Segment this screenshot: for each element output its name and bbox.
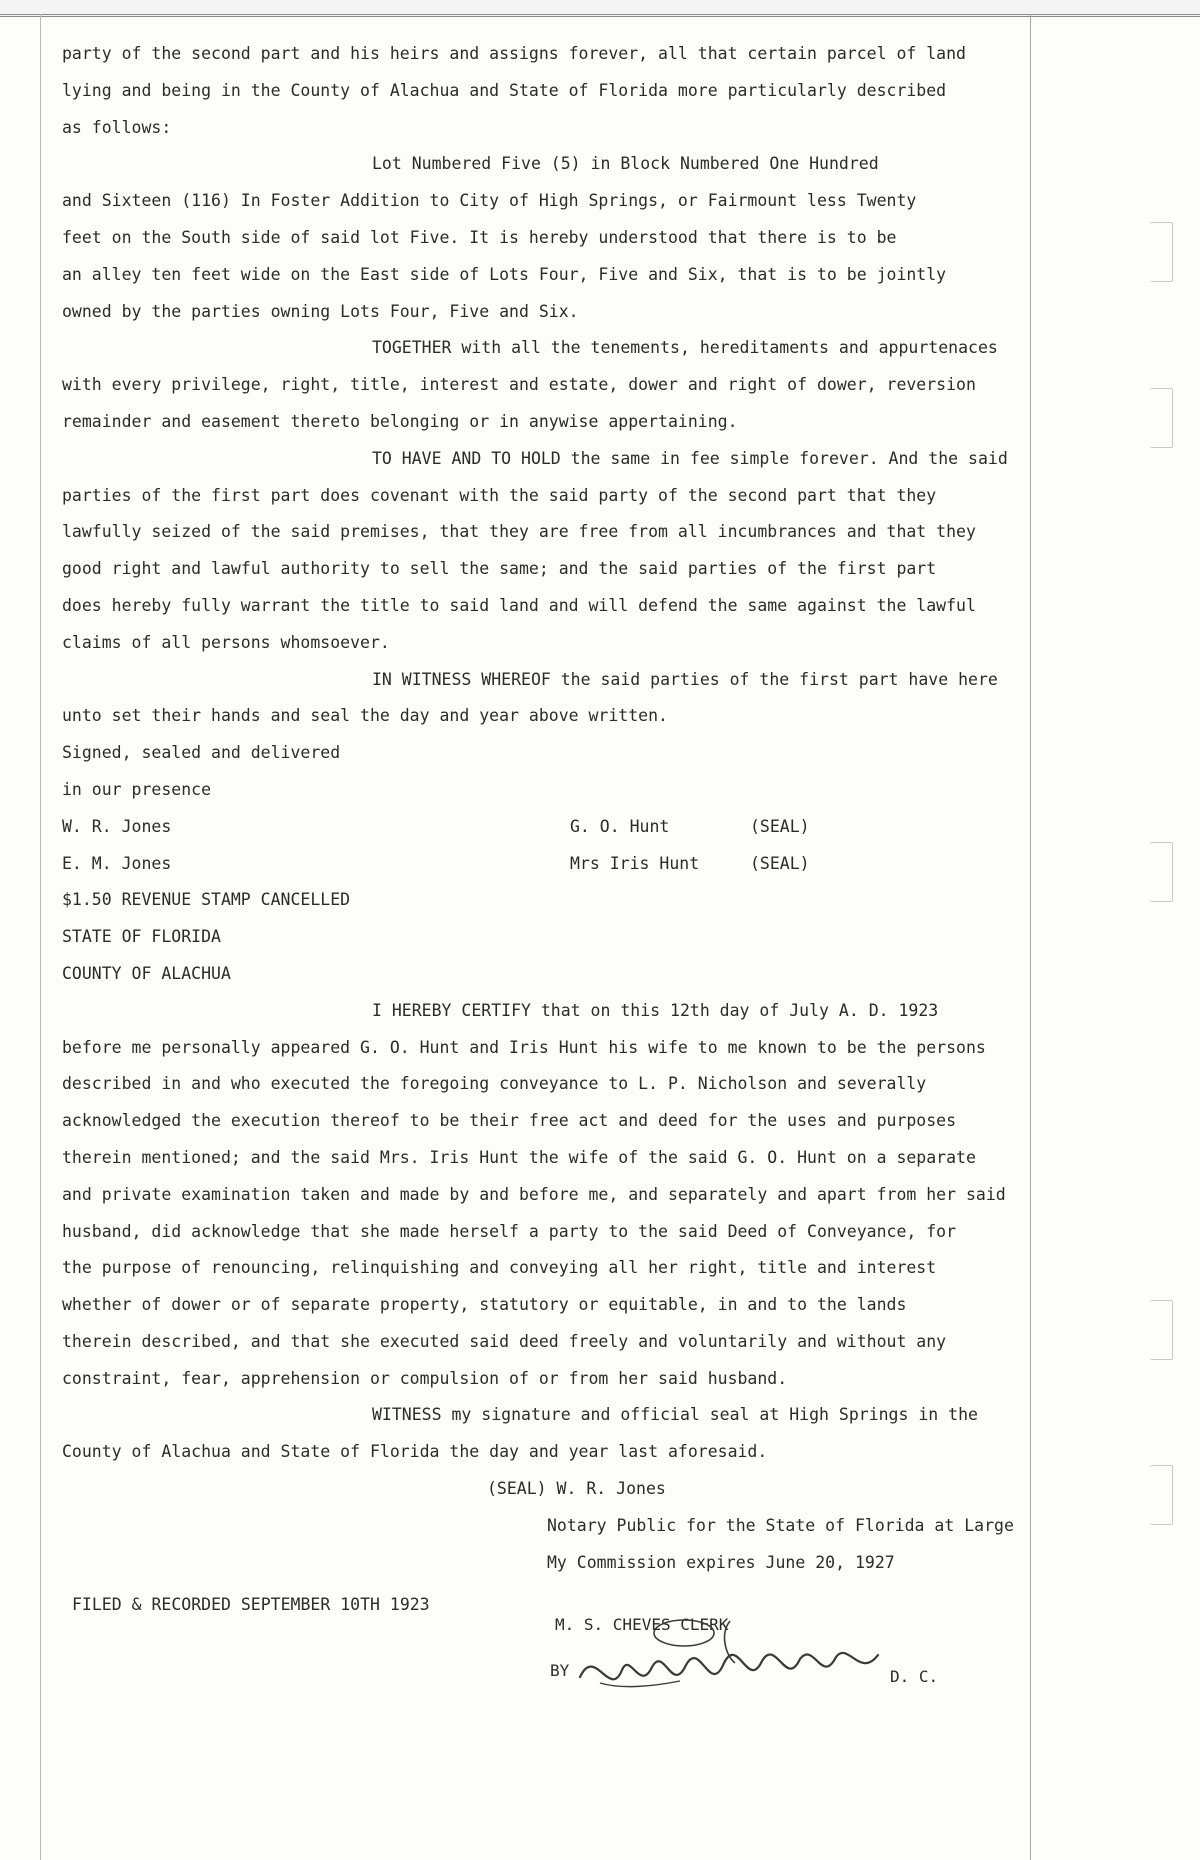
- text-line: and Sixteen (116) In Foster Addition to City of High Springs, or Fairmount less Twenty: [62, 191, 917, 211]
- witness-name: E. M. Jones: [62, 853, 172, 873]
- grantor-name: G. O. Hunt: [570, 816, 670, 836]
- text-line: party of the second part and his heirs and assigns forever, all that certain parcel of land: [62, 44, 966, 63]
- top-border: [0, 0, 1200, 17]
- binding-mark: [1150, 1465, 1173, 1525]
- binding-mark: [1150, 222, 1173, 282]
- text-line: parties of the first part does covenant with the said party of the second part that they: [62, 485, 937, 505]
- seal-label: (SEAL): [750, 853, 810, 873]
- text-line: husband, did acknowledge that she made herself a party to the said Deed of Conveyance, for: [62, 1221, 957, 1241]
- text-line: whether of dower or of separate property, statutory or equitable, in and to the lands: [62, 1295, 907, 1315]
- text-line: Lot Numbered Five (5) in Block Numbered One Hundred: [372, 154, 879, 174]
- text-line: County of Alachua and State of Florida the day and year last aforesaid.: [62, 1442, 768, 1462]
- text-line: before me personally appeared G. O. Hunt and Iris Hunt his wife to me known to be the persons: [62, 1037, 986, 1057]
- text-line: lying and being in the County of Alachua and State of Florida more particularly described: [62, 80, 947, 100]
- signature-row: [62, 846, 1052, 883]
- by-label: BY: [550, 1661, 570, 1680]
- text-line: TO HAVE AND TO HOLD the same in fee simple forever. And the said: [372, 448, 1008, 468]
- text-line: and private examination taken and made by and before me, and separately and apart from her said: [62, 1184, 1006, 1204]
- text-line: unto set their hands and seal the day and year above written.: [62, 706, 668, 726]
- text-line: TOGETHER with all the tenements, hereditaments and appurtenaces: [372, 338, 998, 358]
- text-line: in our presence: [62, 779, 212, 799]
- grantor-name: Mrs Iris Hunt: [570, 853, 700, 873]
- filed-recorded: FILED & RECORDED SEPTEMBER 10TH 1923: [72, 1595, 430, 1615]
- text-line: lawfully seized of the said premises, that they are free from all incumbrances and that they: [62, 522, 976, 542]
- notary-title: Notary Public for the State of Florida at Large: [547, 1515, 1014, 1535]
- notary-signature: (SEAL) W. R. Jones: [487, 1479, 666, 1499]
- signature-row: [62, 809, 1052, 846]
- text-line: therein described, and that she executed said deed freely and voluntarily and without any: [62, 1331, 947, 1351]
- text-line: does hereby fully warrant the title to said land and will defend the same against the lawful: [62, 595, 976, 615]
- text-line: feet on the South side of said lot Five. It is hereby understood that there is to be: [62, 227, 897, 247]
- text-line: owned by the parties owning Lots Four, Five and Six.: [62, 301, 579, 321]
- clerk-name: M. S. CHEVES CLERK: [555, 1615, 729, 1634]
- text-line: good right and lawful authority to sell the same; and the said parties of the first part: [62, 559, 937, 579]
- text-line: acknowledged the execution thereof to be their free act and deed for the uses and purposes: [62, 1111, 957, 1131]
- text-line: Signed, sealed and delivered: [62, 743, 341, 763]
- left-margin-line: [40, 14, 41, 1860]
- text-line: an alley ten feet wide on the East side of Lots Four, Five and Six, that is to be jointly: [62, 264, 947, 284]
- text-line: remainder and easement thereto belonging or in anywise appertaining.: [62, 411, 738, 431]
- deputy-clerk-label: D. C.: [890, 1667, 939, 1686]
- binding-mark: [1150, 842, 1173, 902]
- witness-name: W. R. Jones: [62, 816, 172, 836]
- stamp-note: $1.50 REVENUE STAMP CANCELLED: [62, 890, 351, 910]
- commission-expiry: My Commission expires June 20, 1927: [547, 1552, 895, 1572]
- text-line: claims of all persons whomsoever.: [62, 632, 390, 652]
- deed-text: [62, 36, 1052, 1624]
- clerk-signature-block: [550, 1615, 975, 1705]
- text-line: the purpose of renouncing, relinquishing and conveying all her right, title and interest: [62, 1258, 937, 1278]
- state-heading: STATE OF FLORIDA: [62, 927, 221, 947]
- binding-mark: [1150, 1300, 1173, 1360]
- text-line: IN WITNESS WHEREOF the said parties of the first part have here: [372, 669, 998, 689]
- text-line: I HEREBY CERTIFY that on this 12th day of July A. D. 1923: [372, 1000, 939, 1020]
- text-line: therein mentioned; and the said Mrs. Iris Hunt the wife of the said G. O. Hunt on a separate: [62, 1147, 976, 1167]
- seal-label: (SEAL): [750, 816, 810, 836]
- text-line: constraint, fear, apprehension or compulsion of or from her said husband.: [62, 1368, 788, 1388]
- binding-mark: [1150, 388, 1173, 448]
- text-line: WITNESS my signature and official seal at High Springs in the: [372, 1405, 978, 1425]
- text-line: as follows:: [62, 117, 172, 137]
- handwritten-signature: [560, 1615, 890, 1705]
- county-heading: COUNTY OF ALACHUA: [62, 963, 231, 983]
- text-line: with every privilege, right, title, interest and estate, dower and right of dower, reversion: [62, 375, 976, 395]
- text-line: described in and who executed the foregoing conveyance to L. P. Nicholson and severally: [62, 1074, 927, 1094]
